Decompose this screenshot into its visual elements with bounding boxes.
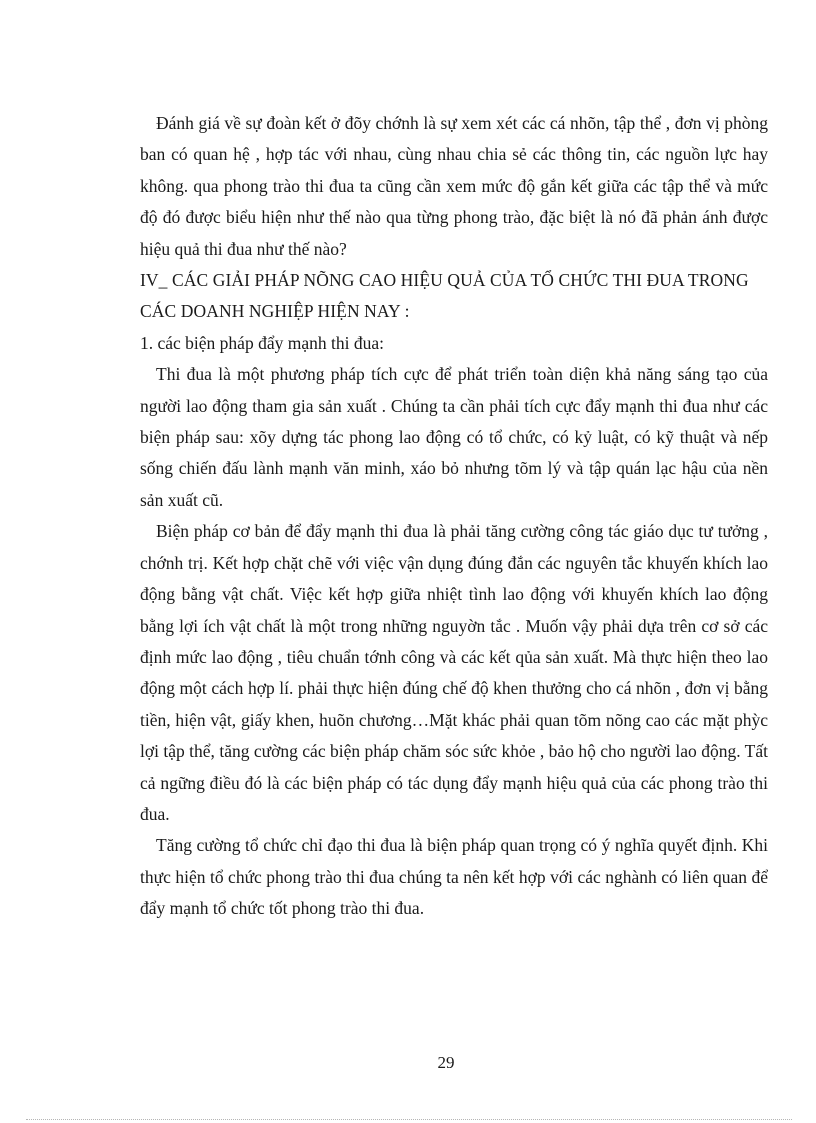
section-heading: IV_ CÁC GIẢI PHÁP NÕNG CAO HIỆU QUẢ CỦA TỔ CHỨC THI ĐUA TRONG CÁC DOANH NGHIỆP HIỆN NAY : xyxy=(140,270,749,322)
subheading: 1. các biện pháp đẩy mạnh thi đua: xyxy=(140,332,384,353)
page-number: 29 xyxy=(437,1053,455,1072)
paragraph-basic-measures: Biện pháp cơ bản để đẩy mạnh thi đua là phải tăng cường công tác giáo dục tư tưởng , chớnh trị. Kết hợp chặt chẽ với việc vận dụng đúng đắn các nguyên tắc khuyến khích lao động bằng vật chất. Việc kết hợp giữa nhiệt tình lao động với khuyến khích lao động bằng lợi ích vật chất là một trong những nguyờn tắc . Muốn vậy phải dựa trên cơ sở các định mức lao động , tiêu chuẩn tớnh công và các kết qủa sản xuất. Mà thực hiện theo lao động một cách hợp lí. phải thực hiện đúng chế độ khen thưởng cho cá nhõn , đơn vị bằng tiền, hiện vật, giấy khen, huõn chương…Mặt khác phải quan tõm nõng cao các mặt phỳc lợi tập thể, tăng cường các biện pháp chăm sóc sức khỏe , bảo hộ cho người lao động. Tất cả ngững điều đó là các biện pháp có tác dụng đẩy mạnh hiệu quả của các phong trào thi đua. xyxy=(140,521,768,824)
paragraph-emulation-methods: Thi đua là một phương pháp tích cực để phát triển toàn diện khả năng sáng tạo của người lao động tham gia sản xuất . Chúng ta cần phải tích cực đẩy mạnh thi đua như các biện pháp sau: xõy dựng tác phong lao động có tổ chức, có kỷ luật, có kỹ thuật và nếp sống chiến đấu lành mạnh văn minh, xáo bỏ nhưng tõm lý và tập quán lạc hậu của nền sản xuất cũ. xyxy=(140,364,768,510)
paragraph-solidarity-assessment: Đánh giá về sự đoàn kết ở đõy chớnh là sự xem xét các cá nhõn, tập thể , đơn vị phòng ban có quan hệ , hợp tác với nhau, cùng nhau chia sẻ các thông tin, các nguồn lực hay không. qua phong trào thi đua ta cũng cần xem mức độ gắn kết giữa các tập thể và mức độ đó được biểu hiện như thế nào qua từng phong trào, đặc biệt là nó đã phản ánh được hiệu quả thi đua như thế nào? xyxy=(140,113,768,259)
paragraph-organization-direction: Tăng cường tổ chức chỉ đạo thi đua là biện pháp quan trọng có ý nghĩa quyết định. Khi thực hiện tổ chức phong trào thi đua chúng ta nên kết hợp với các nghành có liên quan để đẩy mạnh tổ chức tốt phong trào thi đua. xyxy=(140,835,768,919)
page-content xyxy=(140,108,768,925)
page-bottom-divider xyxy=(26,1119,792,1120)
